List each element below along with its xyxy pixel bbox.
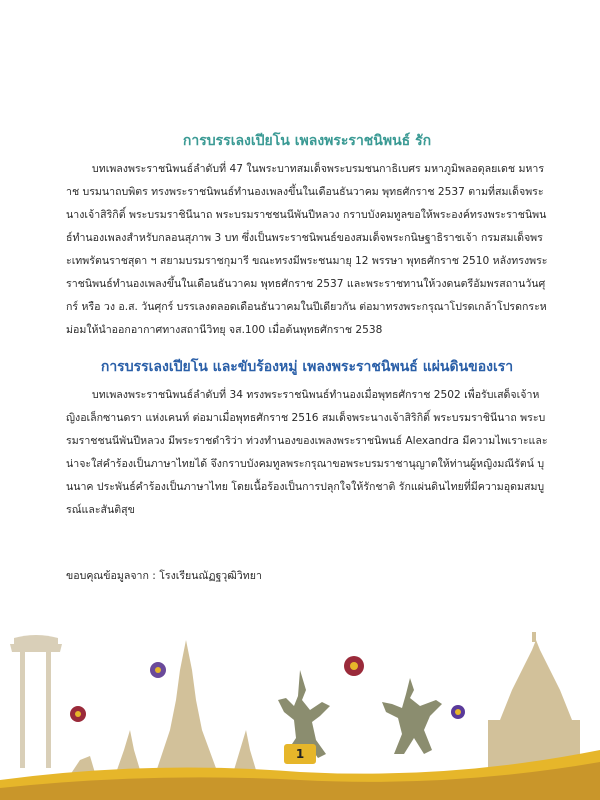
giant-swing-icon bbox=[10, 635, 62, 768]
thai-temple-illustration bbox=[0, 630, 600, 800]
section-title-our-land: การบรรเลงเปียโน และขับร้องหมู่ เพลงพระราชนิพนธ์ แผ่นดินของเรา bbox=[100, 359, 514, 375]
article-content bbox=[66, 130, 548, 522]
section-body-love-song: บทเพลงพระราชนิพนธ์ลำดับที่ 47 ในพระบาทสมเด็จพระบรมชนกาธิเบศร มหาภูมิพลอดุลยเดช มหาราช บรมนาถบพิตร ทรงพระราชนิพนธ์ทำนองเพลงขึ้นในเดือนธันวาคม พุทธศักราช 2537 ตามที่สมเด็จพระนางเจ้าสิริกิติ์ พระบรมราชินีนาถ พระบรมราชชนนีพันปีหลวง กราบบังคมทูลขอให้พระองค์ทรงพระราชนิพนธ์ทำนองเพลงสำหรับกลอนสุภาพ 3 บท ซึ่งเป็นพระราชนิพนธ์ของสมเด็จพระกนิษฐาธิราชเจ้า กรมสมเด็จพระเทพรัตนราชสุดา ฯ สยามบรมราชกุมารี ขณะทรงมีพระชนมายุ 12 พรรษา พุทธศักราช 2510 หลังทรงพระราชนิพนธ์ทำนองเพลงขึ้นในเดือนธันวาคม พุทธศักราช 2537 และพระราชทานให้วงดนตรีอัมพรสถานวันศุกร์ หรือ วง อ.ส. วันศุกร์ บรรเลงตลอดเดือนธันวาคมในปีเดียวกัน ต่อมาทรงพระกรุณาโปรดเกล้าโปรดกระหม่อมให้นำออกอากาศทางสถานีวิทยุ จส.100 เมื่อต้นพุทธศักราช 2538 bbox=[66, 163, 548, 336]
credit-line: ขอบคุณข้อมูลจาก : โรงเรียนณัฏฐวุฒิวิทยา bbox=[66, 570, 262, 582]
section-title-love-song: การบรรเลงเปียโน เพลงพระราชนิพนธ์ รัก bbox=[182, 133, 432, 149]
section-body-our-land: บทเพลงพระราชนิพนธ์ลำดับที่ 34 ทรงพระราชนิพนธ์ทำนองเมื่อพุทธศักราช 2502 เพื่อรับเสด็จเจ้าหญิงอเล็กซานดรา แห่งเคนท์ ต่อมาเมื่อพุทธศักราช 2516 สมเด็จพระนางเจ้าสิริกิติ์ พระบรมราชินีนาถ พระบรมราชชนนีพันปีหลวง มีพระราชดำริว่า ท่วงทำนองของเพลงพระราชนิพนธ์ Alexandra มีความไพเราะและน่าจะใส่คำร้องเป็นภาษาไทยได้ จึงกราบบังคมทูลพระกรุณาขอพระบรมราชานุญาตให้ท่านผู้หญิงมณีรัตน์ บุนนาค ประพันธ์คำร้องเป็นภาษาไทย โดยเนื้อร้องเป็นการปลุกใจให้รักชาติ รักแผ่นดินไทยที่มีความอุดมสมบูรณ์และสันติสุข bbox=[66, 389, 548, 516]
page-number: 1 bbox=[284, 744, 316, 764]
prang-temple-icon bbox=[60, 640, 262, 790]
